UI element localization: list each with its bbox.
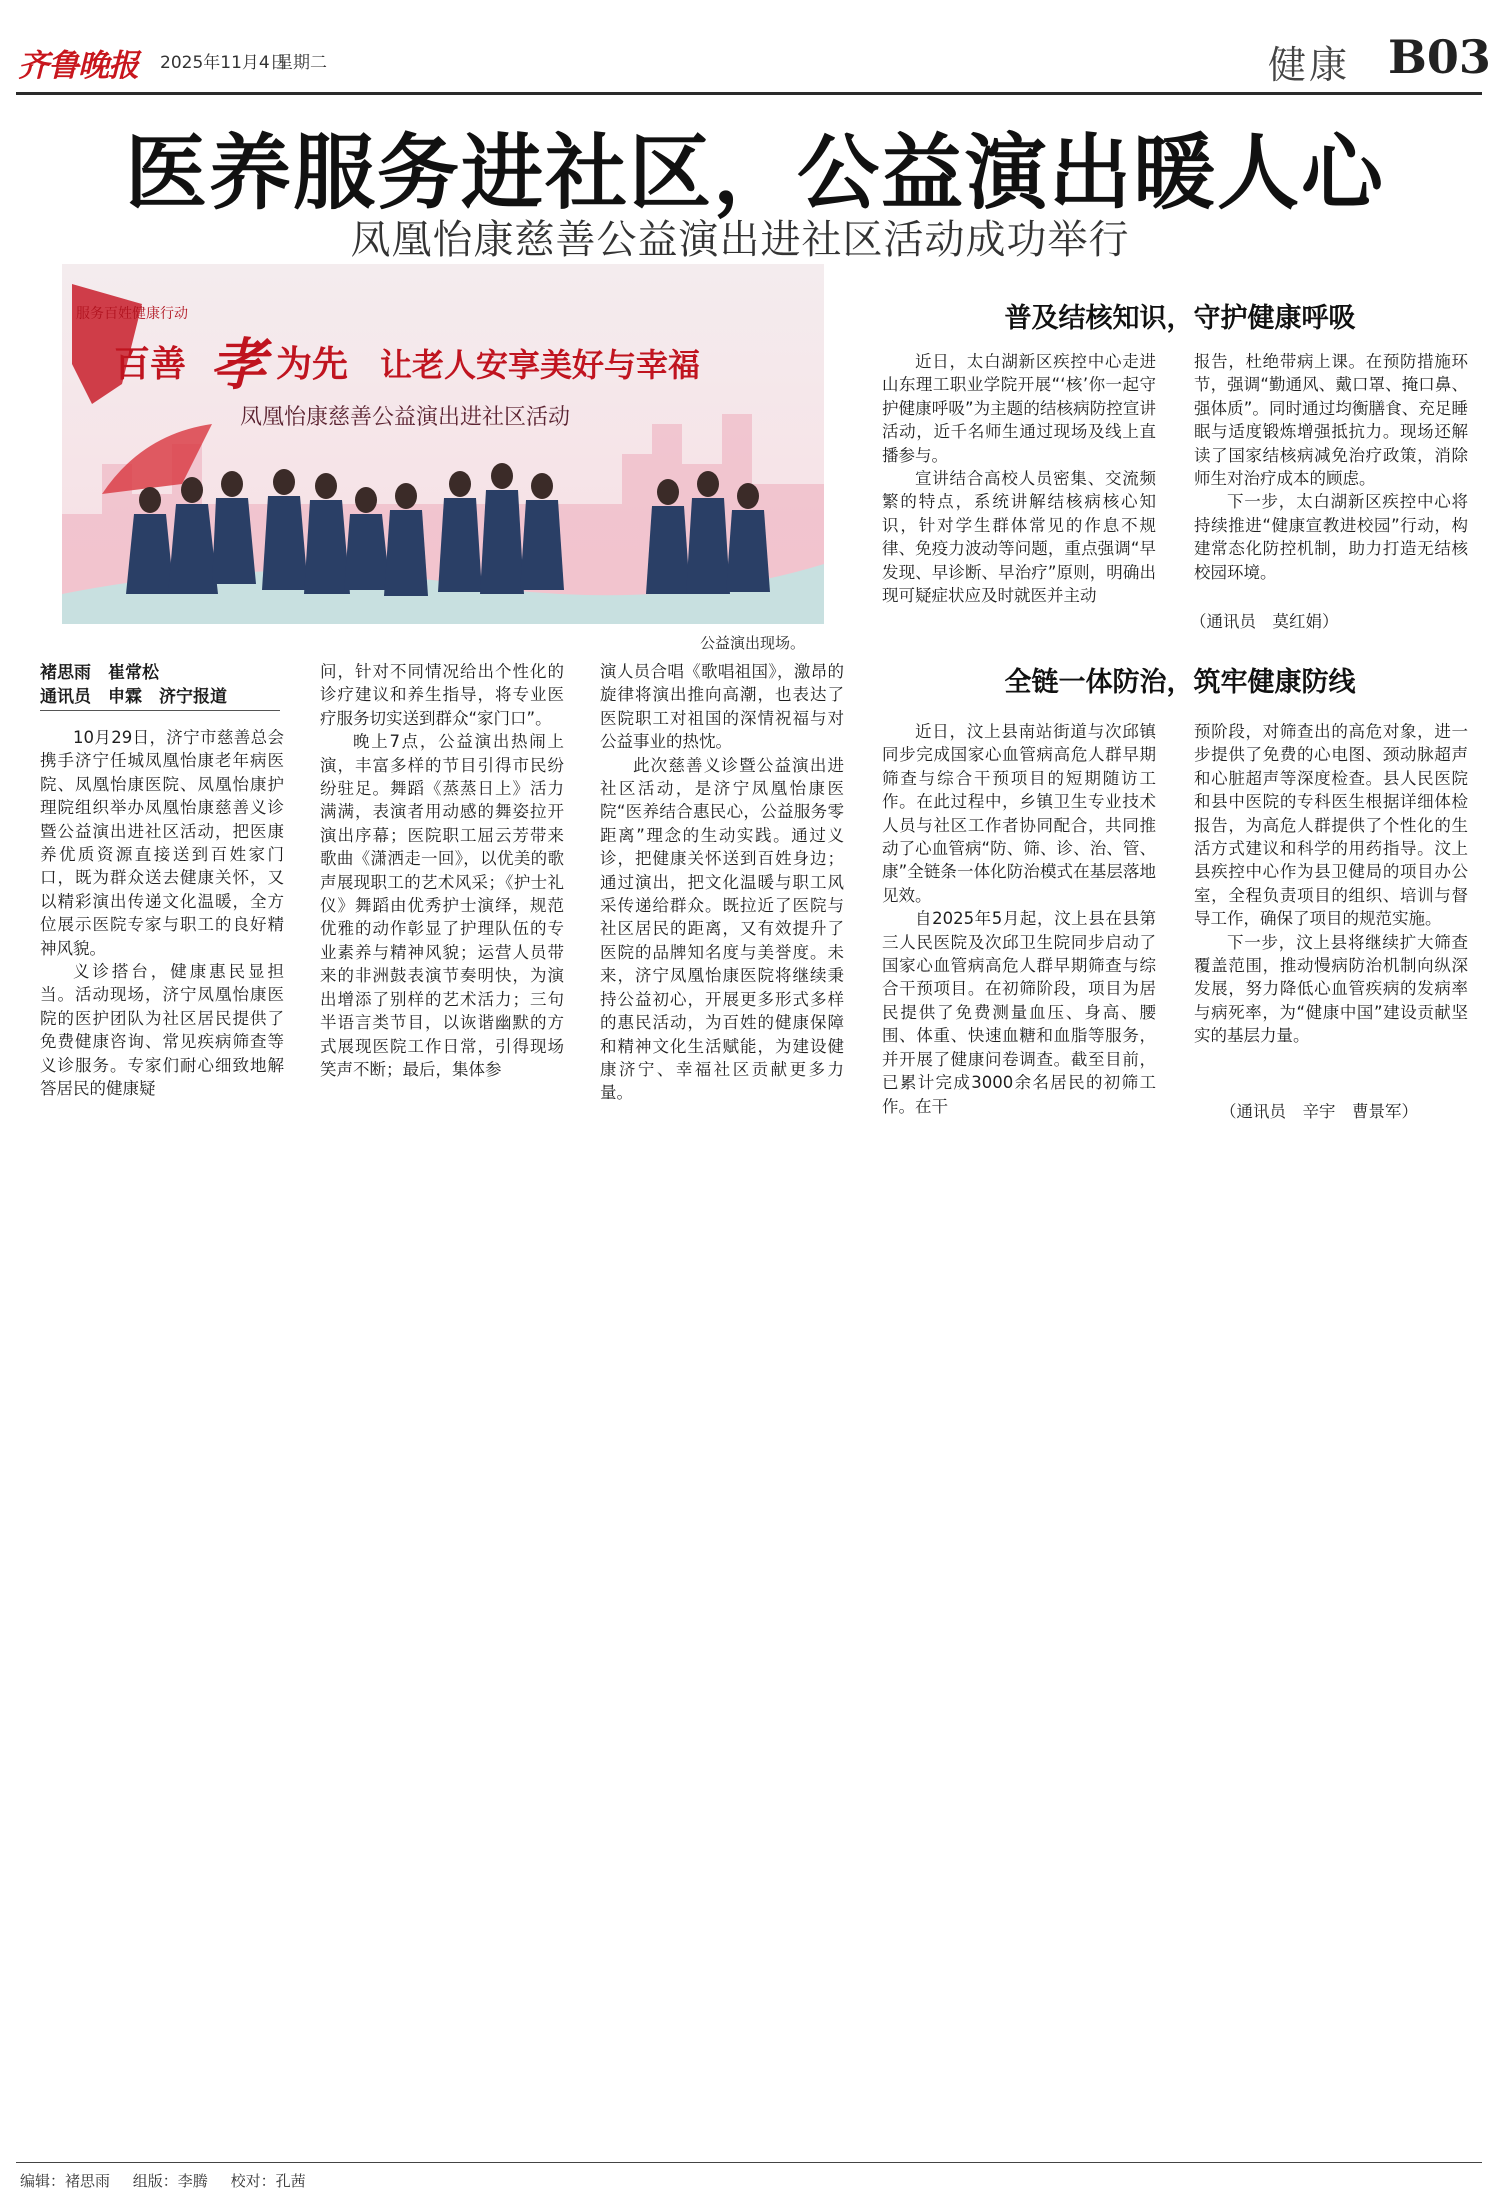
issue-date: 2025年11月4日: [160, 53, 287, 73]
page-footer: [20, 2170, 324, 2191]
paragraph: 此次慈善义诊暨公益演出进社区活动，是济宁凤凰怡康医院“医养结合惠民心，公益服务零距离”理念的生动实践。通过义诊，把健康关怀送到百姓身边；通过演出，把文化温暖与职工风采传递给群众。既拉近了医院与社区居民的距离，又有效提升了医院的品牌知名度与美誉度。未来，济宁凤凰怡康医院将继续秉持公益初心，开展更多形式多样的惠民活动，为百姓的健康保障和精神文化生活赋能，为建设健康济宁、幸福社区贡献更多力量。: [600, 755, 844, 1103]
paragraph: 宣讲结合高校人员密集、交流频繁的特点，系统讲解结核病核心知识，针对学生群体常见的作息不规律、免疫力波动等问题，重点强调“早发现、早诊断、早治疗”原则，明确出现可疑症状应及时就医并主动: [882, 469, 1156, 606]
footer-rule: [16, 2162, 1482, 2163]
paragraph: 预阶段，对筛查出的高危对象，进一步提供了免费的心电图、颈动脉超声和心脏超声等深度检查。县人民医院和县中医院的专科医生根据详细体检报告，为高危人群提供了个性化的生活方式建议和科学的用药指导。汶上县疾控中心作为县卫健局的项目办公室，全程负责项目的组织、培训与督导工作，确保了项目的规范实施。: [1194, 722, 1468, 929]
banner-main-text-1: 百善: [114, 343, 187, 385]
paragraph: 近日，太白湖新区疾控中心走进山东理工职业学院开展“‘核’你一起守护健康呼吸”为主题的结核病防控宣讲活动，近千名师生通过现场及线上直播参与。: [882, 352, 1156, 465]
event-photo-illustration: [62, 264, 824, 624]
paragraph: 报告，杜绝带病上课。在预防措施环节，强调“勤通风、戴口罩、掩口鼻、强体质”。同时通过均衡膳食、充足睡眠与适度锻炼增强抵抗力。现场还解读了国家结核病减免治疗政策，消除师生对治疗成本的顾虑。: [1194, 352, 1468, 489]
issue-weekday: 星期二: [276, 53, 327, 73]
paragraph: 义诊搭台，健康惠民显担当。活动现场，济宁凤凰怡康医院的医护团队为社区居民提供了免费健康咨询、常见疾病筛查等义诊服务。专家们耐心细致地解答居民的健康疑: [40, 962, 284, 1099]
main-story-column-2: [320, 660, 564, 1081]
paragraph: 下一步，太白湖新区疾控中心将持续推进“健康宣教进校园”行动，构建常态化防控机制，助力打造无结核校园环境。: [1194, 492, 1468, 582]
byline-correspondents: 通讯员 申霖 济宁报道: [40, 687, 227, 707]
article-cv-signoff: （通讯员 辛宇 曹景军）: [1220, 1102, 1418, 1121]
footer-layout: 组版：李腾: [132, 2172, 208, 2190]
banner-main-text-2: 孝: [210, 332, 266, 398]
banner-sub-text: 凤凰怡康慈善公益演出进社区活动: [240, 405, 571, 430]
article-tb-title: 普及结核知识，守护健康呼吸: [1004, 303, 1356, 334]
paragraph: 近日，汶上县南站街道与次邱镇同步完成国家心血管病高危人群早期筛查与综合干预项目的短期随访工作。在此过程中，乡镇卫生专业技术人员与社区工作者协同配合，共同推动了心血管病“防、筛、诊、治、管、康”全链条一体化防治模式在基层落地见效。: [882, 722, 1156, 905]
footer-editor: 编辑：褚思雨: [20, 2172, 111, 2190]
banner-main-text-4: 让老人安享美好与幸福: [380, 346, 701, 384]
page-number: B03: [1388, 30, 1491, 84]
photo-caption: 公益演出现场。: [700, 634, 806, 652]
paragraph: 10月29日，济宁市慈善总会携手济宁任城凤凰怡康老年病医院、凤凰怡康医院、凤凰怡康护理院组织举办凤凰怡康慈善义诊暨公益演出进社区活动，把医康养优质资源直接送到百姓家门口，既为群众送去健康关怀，又以精彩演出传递文化温暖，全方位展示医院专家与职工的良好精神风貌。: [40, 728, 284, 958]
article-tb-signoff: （通讯员 莫红娟）: [1190, 612, 1339, 631]
subheadline: 凤凰怡康慈善公益演出进社区活动成功举行: [350, 217, 1130, 263]
paragraph: 晚上7点，公益演出热闹上演，丰富多样的节目引得市民纷纷驻足。舞蹈《蒸蒸日上》活力满满，表演者用动感的舞姿拉开演出序幕；医院职工屈云芳带来歌曲《潇洒走一回》，以优美的歌声展现职工的艺术风采；《护士礼仪》舞蹈由优秀护士演绎，规范优雅的动作彰显了护理队伍的专业素养与精神风貌；运营人员带来的非洲鼓表演节奏明快，为演出增添了别样的艺术活力；三句半语言类节目，以诙谐幽默的方式展现医院工作日常，引得现场笑声不断；最后，集体参: [320, 732, 564, 1079]
section-name: 健康: [1268, 43, 1351, 87]
paragraph: 演人员合唱《歌唱祖国》，激昂的旋律将演出推向高潮，也表达了医院职工对祖国的深情祝福与对公益事业的热忱。: [600, 662, 844, 752]
article-cv-title: 全链一体防治，筑牢健康防线: [1004, 667, 1356, 698]
byline-rule: [40, 710, 280, 711]
article-tb-column-2: [1194, 350, 1468, 584]
article-tb-column-1: [882, 350, 1156, 607]
footer-proof: 校对：孔茜: [230, 2172, 306, 2190]
paragraph: 下一步，汶上县将继续扩大筛查覆盖范围，推动慢病防治机制向纵深发展，努力降低心血管疾病的发病率与病死率，为“健康中国”建设贡献坚实的基层力量。: [1194, 932, 1468, 1046]
main-story-column-1: [40, 726, 284, 1101]
banner-top-text: 服务百姓健康行动: [76, 306, 188, 322]
paragraph: 问，针对不同情况给出个性化的诊疗建议和养生指导，将专业医疗服务切实送到群众“家门口”。: [320, 662, 564, 728]
event-photo: [62, 264, 824, 624]
banner-main-text-3: 为先: [276, 343, 349, 385]
main-story-column-3: [600, 660, 844, 1105]
article-cv-column-1: [882, 720, 1156, 1118]
byline-authors: 褚思雨 崔常松: [40, 663, 159, 683]
headline: 医养服务进社区，公益演出暖人心: [124, 125, 1385, 221]
newspaper-logo: 齐鲁晚报: [18, 48, 138, 84]
article-cv-column-2: [1194, 720, 1468, 1048]
paragraph: 自2025年5月起，汶上县在县第三人民医院及次邱卫生院同步启动了国家心血管病高危人群早期筛查与综合干预项目。在初筛阶段，项目为居民提供了免费测量血压、身高、腰围、体重、快速血糖和血脂等服务，并开展了健康问卷调查。截至目前，已累计完成3000余名居民的初筛工作。在干: [882, 909, 1156, 1116]
masthead-rule: [16, 92, 1482, 95]
